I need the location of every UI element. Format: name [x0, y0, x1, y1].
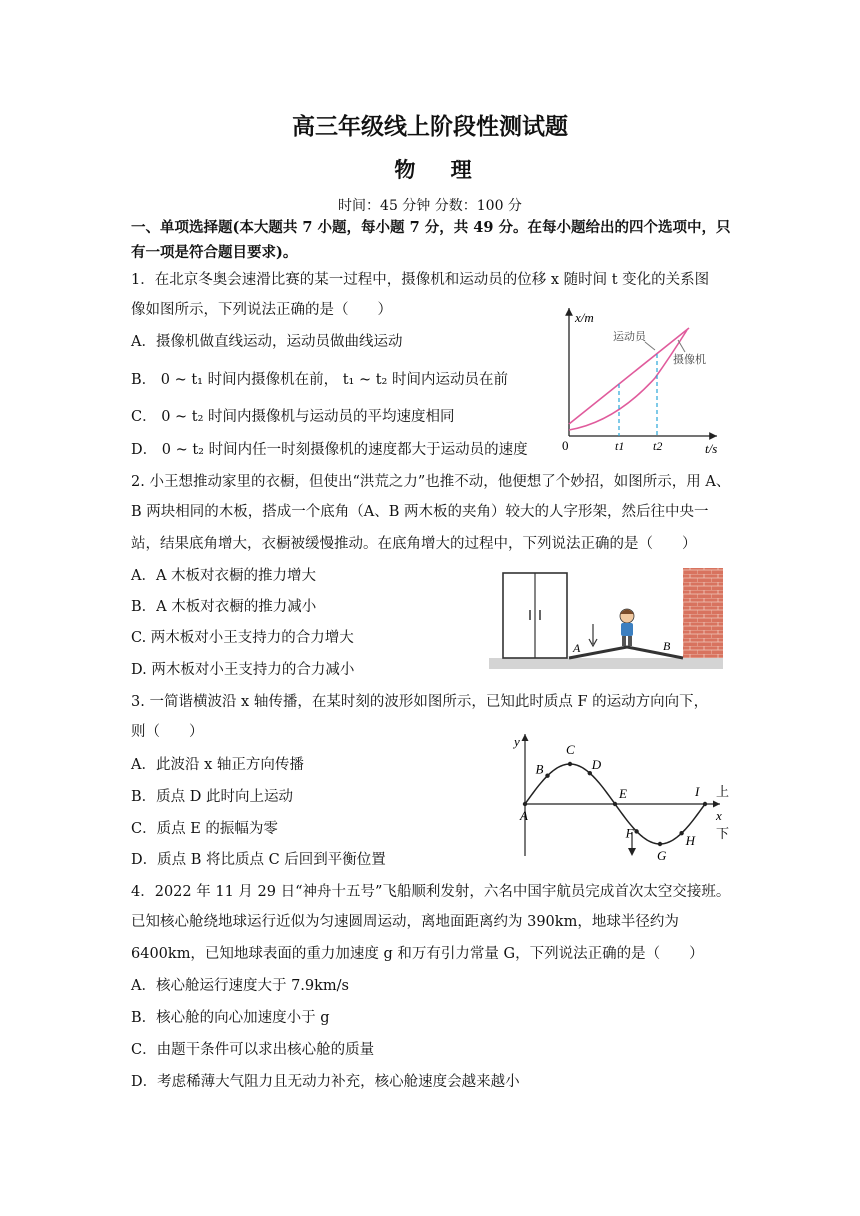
- up-label: 上: [716, 785, 730, 800]
- wave-point-h: [679, 831, 683, 835]
- board-b-label: B: [663, 639, 671, 653]
- floor: [489, 658, 723, 669]
- q3-stem-line1: 3. 一简谐横波沿 x 轴传播，在某时刻的波形如图所示，已知此时质点 F 的运动方向向下，: [131, 694, 709, 710]
- q4-option-b: B．核心舱的向心加速度小于 g: [131, 1010, 330, 1026]
- q1-option-d: D． 0 ~ t₂ 时间内任一时刻摄像机的速度都大于运动员的速度: [131, 442, 528, 458]
- q2-option-d: D. 两木板对小王支持力的合力减小: [131, 662, 355, 678]
- q4-option-d: D．考虑稀薄大气阻力且无动力补充，核心舱速度会越来越小: [131, 1074, 520, 1090]
- q2-wardrobe-figure: [487, 566, 725, 670]
- wave-y-label: y: [514, 734, 520, 749]
- wave-point-g: [658, 842, 662, 846]
- q2-stem-line2: B 两块相同的木板，搭成一个底角（A、B 两木板的夹角）较大的人字形架，然后往中央一: [131, 504, 709, 520]
- wave-point-label-g: G: [657, 848, 667, 862]
- section-heading-line1: 一、单项选择题(本大题共 7 小题，每小题 7 分，共 49 分。在每小题给出的四个选项中，只: [131, 219, 731, 236]
- wave-point-label-c: C: [566, 742, 575, 757]
- wave-x-label: x: [716, 808, 722, 823]
- y-axis-label: x/m: [575, 310, 594, 325]
- q4-stem-line3: 6400km，已知地球表面的重力加速度 g 和万有引力常量 G，下列说法正确的是（ ）: [131, 946, 704, 962]
- q1-option-b: B． 0 ~ t₁ 时间内摄像机在前， t₁ ~ t₂ 时间内运动员在前: [131, 372, 508, 388]
- q1-option-a: A．摄像机做直线运动，运动员做曲线运动: [131, 334, 403, 350]
- q4-option-a: A．核心舱运行速度大于 7.9km/s: [131, 978, 350, 994]
- camera-label: 摄像机: [673, 353, 706, 366]
- q3-option-c: C．质点 E 的振幅为零: [131, 821, 278, 837]
- q1-stem-line1: 1．在北京冬奥会速滑比赛的某一过程中，摄像机和运动员的位移 x 随时间 t 变化的关系图: [131, 272, 710, 288]
- wave-point-label-d: D: [591, 757, 602, 773]
- q4-option-c: C．由题干条件可以求出核心舱的质量: [131, 1042, 375, 1058]
- wave-point-f: [634, 829, 638, 833]
- q1-stem-line2: 像如图所示，下列说法正确的是（ ）: [131, 302, 392, 318]
- q3-wave-figure: [508, 728, 732, 862]
- boy-figure: [620, 609, 634, 646]
- wave-point-label-f: F: [625, 825, 634, 841]
- exam-meta: 时间：45 分钟 分数：100 分: [338, 198, 522, 214]
- wave-point-label-b: B: [535, 761, 544, 777]
- q2-stem-line1: 2. 小王想推动家里的衣橱，但使出“洪荒之力”也推不动，他便想了个妙招，如图所示，用 A、: [131, 474, 731, 490]
- q2-option-c: C. 两木板对小王支持力的合力增大: [131, 630, 354, 646]
- t2-label: t2: [653, 439, 663, 453]
- q2-option-b: B．A 木板对衣橱的推力减小: [131, 599, 317, 615]
- wave-point-a: [523, 802, 527, 806]
- wave-point-label-a: A: [520, 808, 528, 823]
- origin-label: 0: [562, 438, 569, 453]
- x-axis-label: t/s: [705, 441, 718, 456]
- athlete-curve: [569, 330, 687, 430]
- q3-option-d: D．质点 B 将比质点 C 后回到平衡位置: [131, 852, 386, 868]
- wave-point-b: [545, 774, 549, 778]
- wave-point-label-e: E: [619, 786, 627, 801]
- camera-leader: [678, 340, 685, 352]
- wave-point-c: [568, 762, 572, 766]
- wave-point-label-i: I: [695, 784, 700, 799]
- q2-stem-line3: 站，结果底角增大，衣橱被缓慢推动。在底角增大的过程中，下列说法正确的是（ ）: [131, 536, 697, 552]
- athlete-label: 运动员: [613, 330, 646, 343]
- q4-stem-line1: 4．2022 年 11 月 29 日“神舟十五号”飞船顺利发射，六名中国宇航员完成首次太空交接班。: [131, 884, 731, 900]
- q3-stem-line2: 则（ ）: [131, 724, 204, 740]
- q1-xt-graph: [555, 300, 725, 458]
- board-a-label: A: [573, 641, 581, 655]
- q2-option-a: A．A 木板对衣橱的推力增大: [131, 568, 317, 584]
- wave-point-i: [703, 802, 707, 806]
- q4-stem-line2: 已知核心舱绕地球运行近似为匀速圆周运动，离地面距离约为 390km，地球半径约为: [131, 914, 679, 930]
- t1-label: t1: [615, 439, 625, 453]
- section-heading-line2: 有一项是符合题目要求)。: [131, 244, 298, 261]
- subject-title: 物 理: [394, 157, 486, 182]
- wave-point-e: [613, 802, 617, 806]
- q3-option-b: B．质点 D 此时向上运动: [131, 789, 293, 805]
- q1-option-c: C． 0 ~ t₂ 时间内摄像机与运动员的平均速度相同: [131, 409, 455, 425]
- brick-wall: [683, 568, 723, 658]
- wave-point-label-h: H: [685, 833, 695, 849]
- q3-option-a: A．此波沿 x 轴正方向传播: [131, 757, 304, 773]
- page-title: 高三年级线上阶段性测试题: [292, 113, 568, 140]
- down-label: 下: [716, 827, 730, 842]
- f-velocity-arrow-head: [628, 848, 636, 856]
- athlete-leader: [645, 342, 655, 350]
